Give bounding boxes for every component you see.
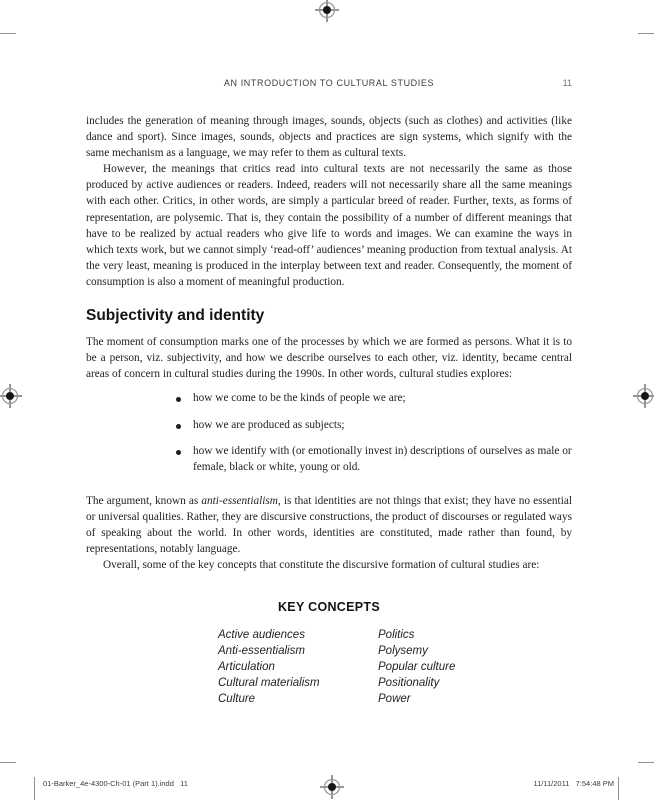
key-concept: Active audiences <box>218 629 305 642</box>
section-heading: Subjectivity and identity <box>86 307 265 325</box>
page-number: 11 <box>562 78 572 88</box>
registration-mark-icon <box>633 384 654 408</box>
trim-mark <box>618 777 619 800</box>
paragraph <box>86 493 572 557</box>
key-concepts-title: KEY CONCEPTS <box>277 600 380 615</box>
paragraph: includes the generation of meaning through images, sounds, objects (such as clothes) and activities (like dance and sport). Since images, sounds, objects and practices are sign systems, which signify with the same mechanism as a language, we may refer to them as cultural texts. <box>86 115 572 160</box>
key-concept: Polysemy <box>378 645 428 658</box>
key-concepts-right-column <box>378 627 455 707</box>
trim-mark <box>0 33 16 34</box>
paragraph-text: The argument, known as <box>86 495 202 507</box>
key-concepts-left-column <box>218 627 378 707</box>
italic-term: anti-essentialism <box>201 495 278 507</box>
key-concept: Culture <box>218 693 256 706</box>
key-concept: Politics <box>378 629 415 642</box>
key-concept: Anti-essentialism <box>218 645 305 658</box>
footer-timestamp: 11/11/2011 7:54:48 PM <box>533 779 614 788</box>
trim-mark <box>0 762 16 763</box>
trim-mark <box>638 762 654 763</box>
key-concepts-box <box>86 627 572 707</box>
paragraph: The moment of consumption marks one of the processes by which we are formed as persons. What it is to be a person, viz. subjectivity, and how we describe ourselves to each other, viz. identity, became central areas of concern in cultural studies during the 1990s. In other words, cultural studies explores: <box>86 336 572 381</box>
running-head-title: AN INTRODUCTION TO CULTURAL STUDIES <box>223 78 435 88</box>
key-concept: Positionality <box>378 677 440 690</box>
body-text-block <box>86 113 572 707</box>
paragraph: Overall, some of the key concepts that constitute the discursive formation of cultural studies are: <box>103 559 540 572</box>
paragraph-text: , is that identities are not things that exist; they have no essential or universal qualities. Rather, they are discursive constructions, the product of discourses or regulated ways of speaking about the world. In other words, identities are constituted, made rather than found, by representations, notably language. <box>86 495 572 556</box>
bullet-item: how we come to be the kinds of people we are; <box>193 391 572 407</box>
bullet-list <box>86 391 572 475</box>
trim-mark <box>638 33 654 34</box>
key-concept: Popular culture <box>378 661 456 674</box>
key-concept: Cultural materialism <box>218 677 320 690</box>
bullet-item: how we are produced as subjects; <box>193 418 572 434</box>
key-concept: Articulation <box>218 661 275 674</box>
registration-mark-icon <box>320 775 344 799</box>
key-concept: Power <box>378 693 411 706</box>
trim-mark <box>34 777 35 800</box>
registration-mark-icon <box>0 384 22 408</box>
registration-mark-icon <box>315 0 339 22</box>
bullet-item: how we identify with (or emotionally invest in) descriptions of ourselves as male or female, black or white, young or old. <box>193 444 572 476</box>
paragraph: However, the meanings that critics read into cultural texts are not necessarily the same as those produced by active audiences or readers. Indeed, readers will not necessarily share all the same meanings with each other. Critics, in other words, are simply a particular breed of reader. Further, texts, as forms of representation, are polysemic. That is, they contain the possibility of a number of different meanings that have to be realized by actual readers who give life to words and images. We can examine the ways in which texts work, but we cannot simply ‘read-off’ audiences’ meaning production from textual analysis. At the very least, meaning is produced in the interplay between text and reader. Consequently, the moment of consumption is also a moment of meaningful production. <box>86 163 572 288</box>
footer-filename: 01-Barker_4e-4300-Ch-01 (Part 1).indd 11 <box>43 779 188 788</box>
